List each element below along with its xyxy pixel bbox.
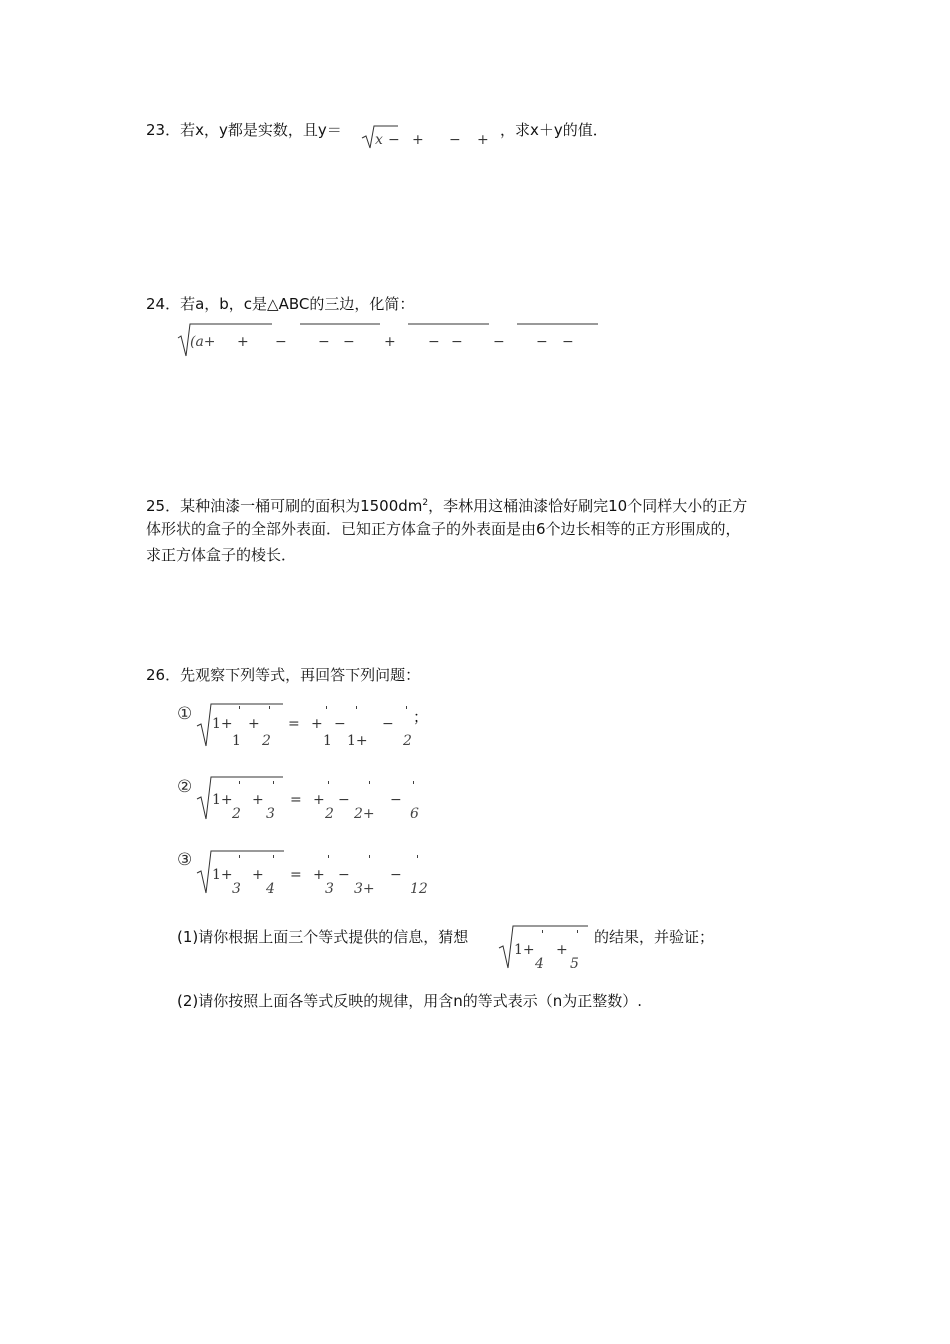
math-fragment: − xyxy=(428,334,440,350)
question-number: 25． xyxy=(146,497,181,515)
tick-mark: ' xyxy=(272,779,276,792)
question-24 xyxy=(146,291,414,318)
tick-mark: ' xyxy=(368,853,372,866)
math-fragment: + xyxy=(237,334,249,350)
circled-number: ② xyxy=(177,777,193,797)
math-fragment: 2 xyxy=(262,733,271,749)
question-number: 26． xyxy=(146,666,181,684)
part-1-text: (1)请你根据上面三个等式提供的信息，猜想 xyxy=(177,928,469,946)
part-1-text: 的结果，并验证； xyxy=(594,928,715,946)
math-fragment: − xyxy=(562,334,574,350)
math-fragment: 3 xyxy=(232,881,241,897)
equals-sign: = xyxy=(290,867,302,883)
math-fragment: 4 xyxy=(266,881,275,897)
math-fragment: 1+ xyxy=(212,867,233,883)
math-fragment: + xyxy=(384,334,396,350)
math-fragment: 1+ xyxy=(212,716,233,732)
question-number: 24． xyxy=(146,295,181,313)
question-text-line: 求正方体盒子的棱长． xyxy=(146,546,297,564)
tick-mark: ' xyxy=(541,928,545,941)
tick-mark: ' xyxy=(268,704,272,717)
circled-number: ③ xyxy=(177,850,193,870)
tick-mark: ' xyxy=(238,704,242,717)
math-fragment: + xyxy=(252,792,264,808)
math-fragment: − xyxy=(451,334,463,350)
math-fragment: − xyxy=(343,334,355,350)
tick-mark: ' xyxy=(325,704,329,717)
math-fragment: − xyxy=(388,132,400,148)
math-fragment: 1 xyxy=(232,733,241,749)
tick-mark: ' xyxy=(355,704,359,717)
equals-sign: = xyxy=(288,716,300,732)
math-fragment: 2 xyxy=(403,733,412,749)
math-fragment: 3+ xyxy=(354,881,375,897)
tick-mark: ' xyxy=(416,853,420,866)
math-fragment: + xyxy=(556,942,568,958)
math-fragment: (a+ xyxy=(190,334,216,350)
equals-sign: = xyxy=(290,792,302,808)
math-fragment: 2 xyxy=(325,806,334,822)
circled-number: ① xyxy=(177,704,193,724)
question-text: ，求x＋y的值． xyxy=(500,121,608,139)
tick-mark: ' xyxy=(272,853,276,866)
math-fragment: − xyxy=(338,867,350,883)
question-text: 若x，y都是实数，且y＝ xyxy=(180,121,342,139)
math-fragment: 2+ xyxy=(354,806,375,822)
question-text-line: 体形状的盒子的全部外表面．已知正方体盒子的外表面是由6个边长相等的正方形围成的， xyxy=(146,520,741,538)
math-fragment: − xyxy=(390,792,402,808)
math-fragment: − xyxy=(334,716,346,732)
math-fragment: + xyxy=(412,132,424,148)
tick-mark: ' xyxy=(405,704,409,717)
question-number: 23． xyxy=(146,121,181,139)
question-text: 先观察下列等式，再回答下列问题： xyxy=(180,666,421,684)
math-fragment: − xyxy=(275,334,287,350)
question-text: 若a，b，c是△ABC的三边，化简： xyxy=(180,295,415,313)
question-23 xyxy=(146,117,342,144)
math-fragment: x xyxy=(375,132,383,148)
math-fragment: − xyxy=(536,334,548,350)
part-2-text: (2)请你按照上面各等式反映的规律，用含n的等式表示（n为正整数）. xyxy=(177,992,643,1010)
math-fragment: + xyxy=(248,716,260,732)
math-fragment: 1+ xyxy=(514,942,535,958)
math-fragment: − xyxy=(390,867,402,883)
math-fragment: + xyxy=(311,716,323,732)
math-fragment: + xyxy=(252,867,264,883)
tick-mark: ' xyxy=(576,928,580,941)
math-fragment: + xyxy=(477,132,489,148)
math-fragment: 3 xyxy=(266,806,275,822)
math-fragment: − xyxy=(449,132,461,148)
question-text: 某种油漆一桶可刷的面积为1500dm xyxy=(180,497,423,515)
math-fragment: 1+ xyxy=(212,792,233,808)
math-fragment: − xyxy=(318,334,330,350)
punctuation: ； xyxy=(413,708,429,726)
math-fragment: − xyxy=(493,334,505,350)
math-fragment: 6 xyxy=(410,806,419,822)
math-fragment: + xyxy=(313,867,325,883)
math-fragment: + xyxy=(313,792,325,808)
math-fragment: − xyxy=(338,792,350,808)
math-fragment: 3 xyxy=(325,881,334,897)
tick-mark: ' xyxy=(238,779,242,792)
tick-mark: ' xyxy=(327,853,331,866)
math-fragment: 12 xyxy=(410,881,428,897)
superscript: 2 xyxy=(422,498,429,508)
math-fragment: 5 xyxy=(570,956,579,972)
question-26 xyxy=(146,662,420,689)
math-fragment: 1+ xyxy=(347,733,368,749)
math-fragment: 2 xyxy=(232,806,241,822)
math-fragment: 1 xyxy=(323,733,332,749)
math-fragment: 4 xyxy=(535,956,544,972)
question-text: ，李林用这桶油漆恰好刷完10个同样大小的正方 xyxy=(428,497,748,515)
tick-mark: ' xyxy=(238,853,242,866)
math-fragment: − xyxy=(382,716,394,732)
tick-mark: ' xyxy=(412,779,416,792)
tick-mark: ' xyxy=(327,779,331,792)
tick-mark: ' xyxy=(368,779,372,792)
